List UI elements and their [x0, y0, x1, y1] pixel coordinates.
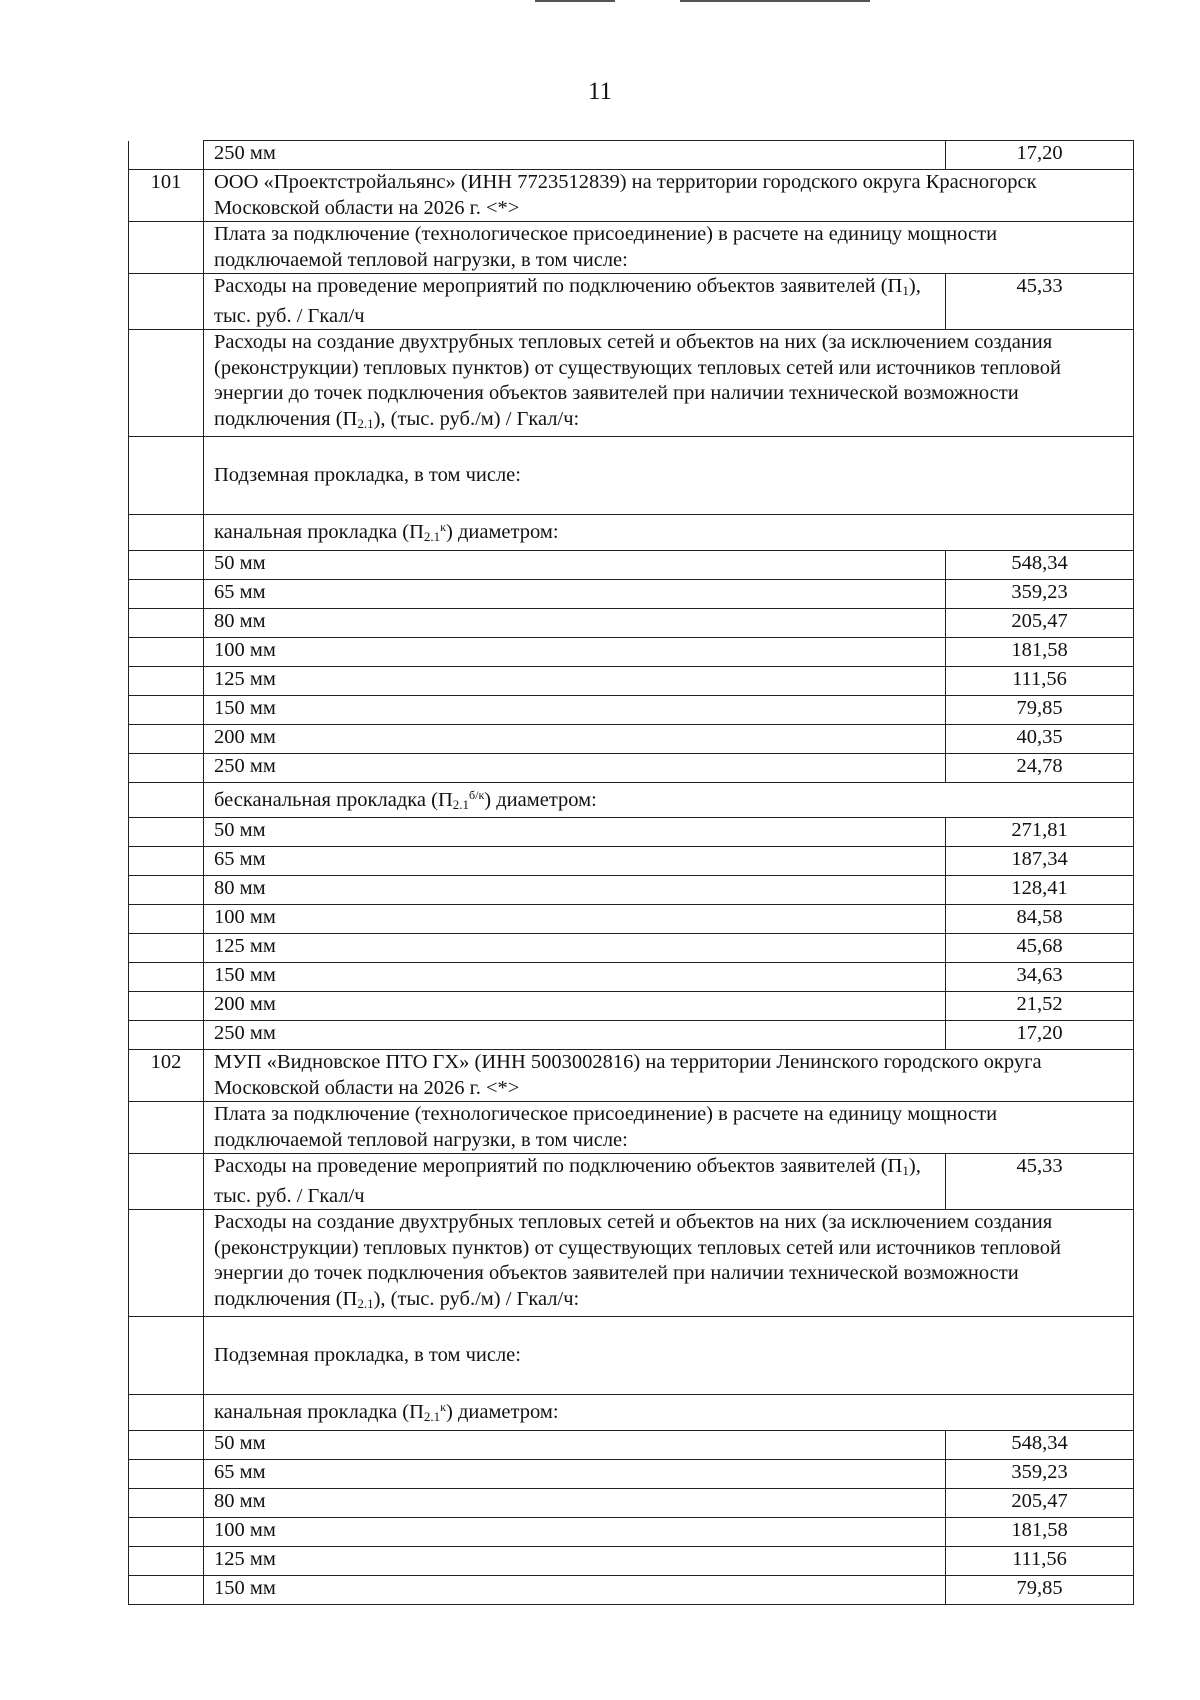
- value-cell: 548,34: [946, 550, 1134, 579]
- underground-label: Подземная прокладка, в том числе:: [204, 437, 1134, 515]
- diameter-cell: 250 мм: [204, 753, 946, 782]
- scan-edge-mark: [680, 0, 870, 2]
- diameter-cell: 250 мм: [204, 141, 946, 170]
- table-row: [129, 963, 1134, 992]
- table-row: [129, 782, 1134, 818]
- p21-label-cell: [204, 1210, 1134, 1317]
- table-row: [129, 1317, 1134, 1395]
- value-cell: 17,20: [946, 141, 1134, 170]
- label-suffix: ), тыс. руб. / Гкал/ч: [214, 1155, 921, 1207]
- label-text: канальная прокладка (П: [214, 521, 424, 543]
- channel-label-cell: [204, 515, 1134, 551]
- label-text: Расходы на создание двухтрубных тепловых сетей и объектов на них (за исключением создания (реконструкции) тепловых пунктов) от существующих тепловых сетей или источников тепловой энергии до точек подключения объектов заявителей при наличии технической возможности подключения (П: [214, 1211, 1061, 1310]
- table-row: [129, 637, 1134, 666]
- table-row: [129, 818, 1134, 847]
- diameter-cell: 50 мм: [204, 818, 946, 847]
- row-number-cell: [129, 437, 204, 515]
- row-number-cell: [129, 141, 204, 170]
- label-subscript: 1: [902, 283, 909, 298]
- diameter-cell: 150 мм: [204, 963, 946, 992]
- row-number-cell: [129, 1459, 204, 1488]
- table-row: [129, 274, 1134, 330]
- label-subscript: 1: [902, 1163, 909, 1178]
- value-cell: 359,23: [946, 1459, 1134, 1488]
- table-row: [129, 222, 1134, 274]
- diameter-cell: 100 мм: [204, 637, 946, 666]
- diameter-cell: 200 мм: [204, 724, 946, 753]
- row-number-cell: [129, 222, 204, 274]
- p1-label-cell: [204, 1154, 946, 1210]
- row-number-cell: [129, 1488, 204, 1517]
- diameter-cell: 150 мм: [204, 1575, 946, 1604]
- diameter-cell: 80 мм: [204, 876, 946, 905]
- table-row: [129, 695, 1134, 724]
- table-row: [129, 753, 1134, 782]
- section-number: 102: [129, 1050, 204, 1102]
- value-cell: 271,81: [946, 818, 1134, 847]
- row-number-cell: [129, 695, 204, 724]
- label-suffix: ), (тыс. руб./м) / Гкал/ч:: [373, 407, 580, 430]
- table-row: [129, 1395, 1134, 1431]
- row-number-cell: [129, 579, 204, 608]
- label-text: Расходы на проведение мероприятий по подключению объектов заявителей (П: [214, 1155, 903, 1177]
- diameter-cell: 80 мм: [204, 608, 946, 637]
- table-row: [129, 847, 1134, 876]
- label-suffix: ), (тыс. руб./м) / Гкал/ч:: [373, 1287, 580, 1310]
- row-number-cell: [129, 1021, 204, 1050]
- value-cell: 84,58: [946, 905, 1134, 934]
- tariff-table: [128, 140, 1134, 1605]
- label-suffix: ) диаметром:: [484, 788, 597, 811]
- row-number-cell: [129, 1102, 204, 1154]
- table-row: [129, 579, 1134, 608]
- label-suffix: ) диаметром:: [446, 1401, 559, 1423]
- table-row: [129, 1546, 1134, 1575]
- label-superscript: б/к: [469, 787, 485, 802]
- organization-title: МУП «Видновское ПТО ГХ» (ИНН 5003002816) на территории Ленинского городского округа Московской области на 2026 г. <*>: [204, 1050, 1134, 1102]
- diameter-cell: 100 мм: [204, 905, 946, 934]
- diameter-cell: 65 мм: [204, 579, 946, 608]
- value-cell: 187,34: [946, 847, 1134, 876]
- label-subscript: 2.1: [423, 529, 441, 544]
- table-row: [129, 141, 1134, 170]
- value-cell: 548,34: [946, 1430, 1134, 1459]
- tariff-table-body: [129, 141, 1134, 1605]
- label-superscript: к: [440, 1400, 446, 1414]
- row-number-cell: [129, 666, 204, 695]
- p1-value: 45,33: [946, 1154, 1134, 1210]
- label-subscript: 2.1: [423, 1409, 441, 1424]
- table-row: [129, 724, 1134, 753]
- diameter-cell: 100 мм: [204, 1517, 946, 1546]
- value-cell: 21,52: [946, 992, 1134, 1021]
- table-row: [129, 1154, 1134, 1210]
- value-cell: 34,63: [946, 963, 1134, 992]
- diameter-cell: 250 мм: [204, 1021, 946, 1050]
- label-text: Расходы на создание двухтрубных тепловых сетей и объектов на них (за исключением создания (реконструкции) тепловых пунктов) от существующих тепловых сетей или источников тепловой энергии до точек подключения объектов заявителей при наличии технической возможности подключения (П: [214, 331, 1061, 430]
- scan-edge-mark: [535, 0, 615, 2]
- row-number-cell: [129, 847, 204, 876]
- table-row: [129, 437, 1134, 515]
- table-row: [129, 1517, 1134, 1546]
- row-number-cell: [129, 1210, 204, 1317]
- row-number-cell: [129, 515, 204, 551]
- fee-intro: Плата за подключение (технологическое присоединение) в расчете на единицу мощности подключаемой тепловой нагрузки, в том числе:: [204, 222, 1134, 274]
- label-text: Расходы на проведение мероприятий по подключению объектов заявителей (П: [214, 275, 903, 297]
- label-superscript: к: [440, 520, 446, 534]
- row-number-cell: [129, 1575, 204, 1604]
- label-subscript: 2.1: [357, 1295, 374, 1311]
- table-row: [129, 666, 1134, 695]
- diameter-cell: 200 мм: [204, 992, 946, 1021]
- value-cell: 205,47: [946, 608, 1134, 637]
- p21-label-cell: [204, 330, 1134, 437]
- row-number-cell: [129, 876, 204, 905]
- value-cell: 128,41: [946, 876, 1134, 905]
- row-number-cell: [129, 608, 204, 637]
- row-number-cell: [129, 1395, 204, 1431]
- row-number-cell: [129, 818, 204, 847]
- diameter-cell: 65 мм: [204, 1459, 946, 1488]
- table-row: [129, 1430, 1134, 1459]
- table-row: [129, 905, 1134, 934]
- page-number: 11: [587, 78, 613, 105]
- table-row: [129, 1102, 1134, 1154]
- value-cell: 24,78: [946, 753, 1134, 782]
- channelless-label-cell: [204, 782, 1134, 818]
- diameter-cell: 50 мм: [204, 1430, 946, 1459]
- fee-intro: Плата за подключение (технологическое присоединение) в расчете на единицу мощности подключаемой тепловой нагрузки, в том числе:: [204, 1102, 1134, 1154]
- row-number-cell: [129, 1546, 204, 1575]
- label-subscript: 2.1: [452, 796, 470, 812]
- label-text: канальная прокладка (П: [214, 1401, 424, 1423]
- diameter-cell: 65 мм: [204, 847, 946, 876]
- row-number-cell: [129, 330, 204, 437]
- row-number-cell: [129, 1430, 204, 1459]
- row-number-cell: [129, 1317, 204, 1395]
- table-row: [129, 992, 1134, 1021]
- table-row: [129, 876, 1134, 905]
- table-row: [129, 1210, 1134, 1317]
- value-cell: 40,35: [946, 724, 1134, 753]
- table-row: [129, 1575, 1134, 1604]
- diameter-cell: 125 мм: [204, 934, 946, 963]
- diameter-cell: 150 мм: [204, 695, 946, 724]
- row-number-cell: [129, 905, 204, 934]
- row-number-cell: [129, 934, 204, 963]
- value-cell: 181,58: [946, 637, 1134, 666]
- value-cell: 17,20: [946, 1021, 1134, 1050]
- section-header-row: [129, 1050, 1134, 1102]
- value-cell: 205,47: [946, 1488, 1134, 1517]
- row-number-cell: [129, 637, 204, 666]
- table-row: [129, 608, 1134, 637]
- table-row: [129, 515, 1134, 551]
- row-number-cell: [129, 753, 204, 782]
- row-number-cell: [129, 274, 204, 330]
- label-text: бесканальная прокладка (П: [214, 788, 453, 811]
- label-suffix: ), тыс. руб. / Гкал/ч: [214, 275, 921, 327]
- diameter-cell: 50 мм: [204, 550, 946, 579]
- p1-label-cell: [204, 274, 946, 330]
- diameter-cell: 125 мм: [204, 666, 946, 695]
- diameter-cell: 80 мм: [204, 1488, 946, 1517]
- row-number-cell: [129, 963, 204, 992]
- row-number-cell: [129, 992, 204, 1021]
- value-cell: 79,85: [946, 1575, 1134, 1604]
- table-row: [129, 1459, 1134, 1488]
- row-number-cell: [129, 724, 204, 753]
- value-cell: 181,58: [946, 1517, 1134, 1546]
- diameter-cell: 125 мм: [204, 1546, 946, 1575]
- value-cell: 359,23: [946, 579, 1134, 608]
- organization-title: ООО «Проектстройальянс» (ИНН 7723512839) на территории городского округа Красногорск Московской области на 2026 г. <*>: [204, 170, 1134, 222]
- p1-value: 45,33: [946, 274, 1134, 330]
- label-suffix: ) диаметром:: [446, 521, 559, 543]
- channel-label-cell: [204, 1395, 1134, 1431]
- value-cell: 79,85: [946, 695, 1134, 724]
- value-cell: 45,68: [946, 934, 1134, 963]
- underground-label: Подземная прокладка, в том числе:: [204, 1317, 1134, 1395]
- table-row: [129, 1488, 1134, 1517]
- value-cell: 111,56: [946, 666, 1134, 695]
- table-row: [129, 330, 1134, 437]
- row-number-cell: [129, 782, 204, 818]
- table-row: [129, 934, 1134, 963]
- row-number-cell: [129, 1154, 204, 1210]
- table-row: [129, 550, 1134, 579]
- table-row: [129, 1021, 1134, 1050]
- section-header-row: [129, 170, 1134, 222]
- row-number-cell: [129, 1517, 204, 1546]
- row-number-cell: [129, 550, 204, 579]
- section-number: 101: [129, 170, 204, 222]
- label-subscript: 2.1: [357, 415, 374, 431]
- value-cell: 111,56: [946, 1546, 1134, 1575]
